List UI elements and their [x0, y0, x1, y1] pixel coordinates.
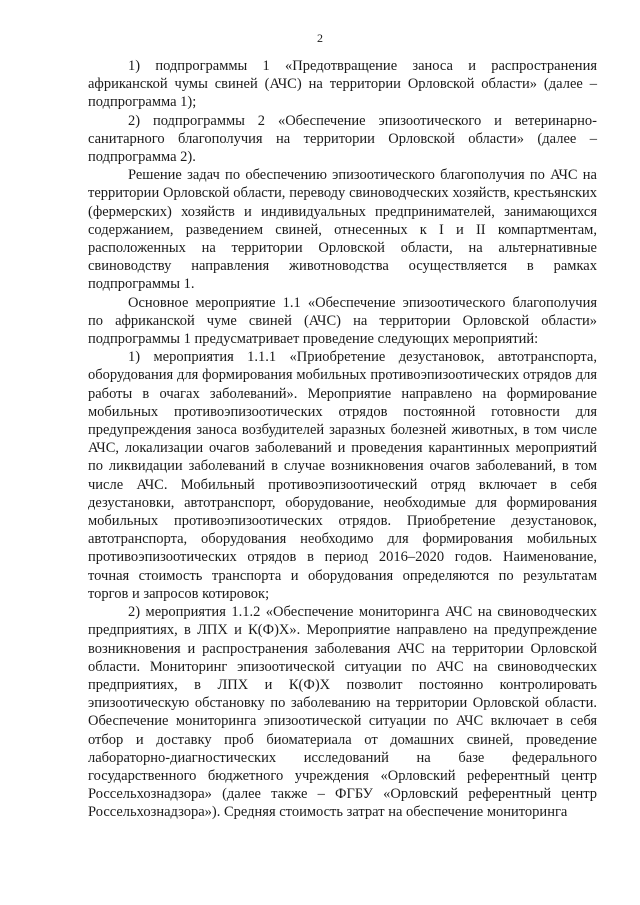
page-number: 2	[317, 31, 323, 45]
paragraph-main-activity-1-1: Основное мероприятие 1.1 «Обеспечение эпизоотического благополучия по африканской чуме свиней (АЧС) на территории Орловской области» подпрограммы 1 предусматривает проведение следующих мероприятий:	[88, 294, 597, 348]
paragraph-subprogram-2: 2) подпрограммы 2 «Обеспечение эпизоотического и ветеринарно-санитарного благополучия на территории Орловской области» (далее – подпрограмма 2).	[88, 112, 597, 166]
paragraph-subprogram-1: 1) подпрограммы 1 «Предотвращение заноса и распространения африканской чумы свиней (АЧС) на территории Орловской области» (далее – подпрограмма 1);	[88, 58, 597, 111]
paragraph-tasks-solution: Решение задач по обеспечению эпизоотического благополучия по АЧС на территории Орловской области, переводу свиноводческих хозяйств, крестьянских (фермерских) хозяйств и индивидуальных предпринимателей, занимающихся содержанием, разведением свиней, отнесенных к I и II компартментам, расположенных на территории Орловской области, на альтернативные свиноводству направления животноводства осуществляется в рамках подпрограммы 1.	[88, 167, 597, 293]
body-text	[88, 57, 597, 822]
paragraph-activity-1-1-2: 2) мероприятия 1.1.2 «Обеспечение мониторинга АЧС на свиноводческих предприятиях, в ЛПХ и К(Ф)Х». Мероприятие направлено на предупреждение возникновения и распространения заболевания АЧС на территории Орловской области. Мониторинг эпизоотической ситуации по АЧС на свиноводческих предприятиях, в ЛПХ и К(Ф)Х позволит постоянно контролировать эпизоотическую обстановку по заболеванию на территории Орловской области. Обеспечение мониторинга эпизоотической ситуации по АЧС включает в себя отбор и доставку проб биоматериала от домашних свиней, проведение лабораторно-диагностических исследований на базе федерального государственного бюджетного учреждения «Орловский референтный центр Россельхознадзора» (далее также – ФГБУ «Орловский референтный центр Россельхознадзора»). Средняя стоимость затрат на обеспечение мониторинга	[88, 604, 597, 821]
paragraph-activity-1-1-1: 1) мероприятия 1.1.1 «Приобретение дезустановок, автотранспорта, оборудования для формирования мобильных противоэпизоотических отрядов для работы в очагах заболеваний». Мероприятие направлено на формирование мобильных противоэпизоотических отрядов постоянной готовности для предупреждения заноса возбудителей заразных болезней животных, в том числе АЧС, локализации очагов заболеваний и проведения карантинных мероприятий по ликвидации заболеваний в случае возникновения очагов заболеваний, в том числе АЧС. Мобильный противоэпизоотический отряд включает в себя дезустановки, автотранспорт, оборудование, необходимые для формирования мобильных противоэпизоотических отрядов. Приобретение дезустановок, автотранспорта, оборудования необходимо для формирования мобильных противоэпизоотических отрядов в период 2016–2020 годов. Наименование, точная стоимость транспорта и оборудования определяются по результатам торгов и запросов котировок;	[88, 349, 597, 602]
